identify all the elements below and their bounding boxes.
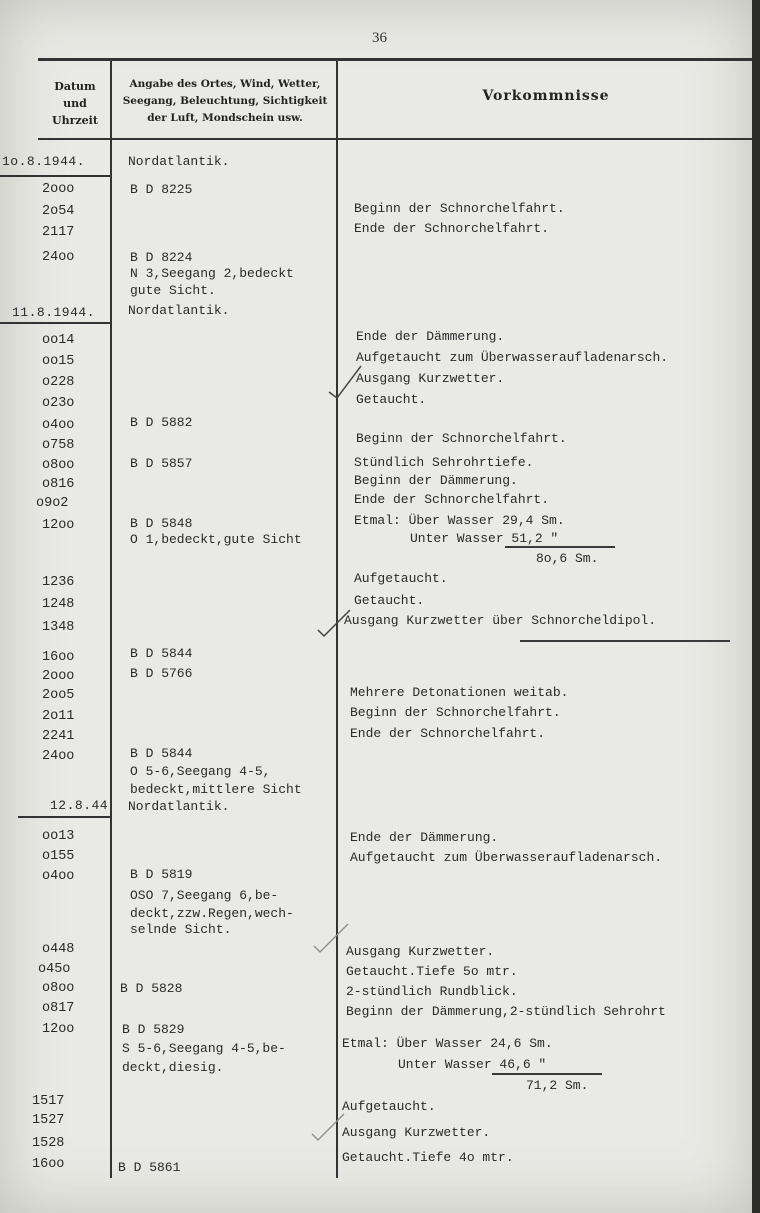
event-text: Beginn der Schnorchelfahrt. [356,431,567,446]
time-entry: o758 [42,438,75,453]
location-text: Nordatlantik. [128,154,230,169]
position-text: B D 8225 [130,182,193,197]
position-text: B D 5848 [130,516,193,531]
position-text: B D 5829 [122,1022,185,1037]
header-bottom-rule [38,138,752,140]
date-rule-1 [0,175,110,177]
location-text: Nordatlantik. [128,799,230,814]
time-entry: o8oo [42,458,75,473]
position-text: B D 5844 [130,646,193,661]
time-entry: 12oo [42,1022,75,1037]
event-text: 2-stündlich Rundblick. [346,984,518,999]
position-text: B D 5819 [130,867,193,882]
event-text: Stündlich Sehrohrtiefe. [354,455,534,470]
check-mark-icon [316,608,356,644]
time-entry: 12oo [42,518,75,533]
sum-underline [492,1073,602,1075]
page-number: 36 [372,30,387,46]
position-text: B D 5844 [130,746,193,761]
event-text: Ausgang Kurzwetter über Schnorcheldipol. [344,613,657,628]
time-entry: 2ooo [42,669,75,684]
weather-text: OSO 7,Seegang 6,be- [130,888,279,903]
etmal-text: Etmal: Über Wasser 24,6 Sm. [342,1036,553,1051]
date-rule-3 [18,816,110,818]
position-text: B D 8224 [130,250,193,265]
event-text: Aufgetaucht. [342,1099,436,1114]
time-entry: o817 [42,1001,75,1016]
event-text: Ende der Dämmerung. [350,830,499,845]
time-entry: 1517 [32,1094,65,1109]
event-text: Ende der Schnorchelfahrt. [354,221,550,236]
header-date-time: Datum und Uhrzeit [52,80,98,127]
time-entry: 1348 [42,620,75,635]
weather-text: O 5-6,Seegang 4-5, [130,764,271,779]
event-text: Beginn der Dämmerung,2-stündlich Sehrohrt [346,1004,666,1019]
time-entry: o228 [42,375,75,390]
event-text: Ausgang Kurzwetter. [356,371,505,386]
etmal-total: 71,2 Sm. [526,1078,589,1093]
time-entry: 2oo5 [42,688,75,703]
weather-text: S 5-6,Seegang 4-5,be- [122,1041,286,1056]
time-entry: 24oo [42,250,75,265]
position-text: B D 5882 [130,415,193,430]
weather-text: deckt,diesig. [122,1060,224,1075]
time-entry: 24oo [42,749,75,764]
event-text: Ende der Dämmerung. [356,329,505,344]
event-text: Ende der Schnorchelfahrt. [354,492,550,507]
weather-text: selnde Sicht. [130,922,232,937]
date-rule-2 [0,322,110,324]
event-text: Getaucht. [356,392,427,407]
weather-text: O 1,bedeckt,gute Sicht [130,532,302,547]
etmal-total: 8o,6 Sm. [536,551,599,566]
date-entry: 12.8.44 [50,798,109,813]
event-text: Getaucht. [354,593,425,608]
time-entry: oo13 [42,829,75,844]
event-text: Aufgetaucht zum Überwasseraufladenarsch. [356,350,669,365]
event-text: Beginn der Schnorchelfahrt. [350,705,561,720]
check-mark-icon [325,362,365,402]
etmal-text: Etmal: Über Wasser 29,4 Sm. [354,513,565,528]
date-entry: 11.8.1944. [12,305,96,320]
event-text: Ausgang Kurzwetter. [346,944,495,959]
event-underline [520,640,730,642]
event-text: Getaucht.Tiefe 5o mtr. [346,964,518,979]
event-text: Beginn der Schnorchelfahrt. [354,201,565,216]
time-entry: oo15 [42,354,75,369]
sum-underline [505,546,615,548]
weather-text: gute Sicht. [130,283,216,298]
time-entry: 2117 [42,225,75,240]
location-text: Nordatlantik. [128,303,230,318]
time-entry: o816 [42,477,75,492]
column-rule-1 [110,58,112,1178]
time-entry: o9o2 [36,496,69,511]
position-text: B D 5861 [118,1160,181,1175]
time-entry: 16oo [32,1157,65,1172]
time-entry: 2o11 [42,709,75,724]
time-entry: o45o [38,962,71,977]
time-entry: 2ooo [42,182,75,197]
time-entry: 1236 [42,575,75,590]
time-entry: 1527 [32,1113,65,1128]
event-text: Ausgang Kurzwetter. [342,1125,491,1140]
weather-text: N 3,Seegang 2,bedeckt [130,266,294,281]
time-entry: o448 [42,942,75,957]
check-mark-icon [310,1110,350,1146]
weather-text: bedeckt,mittlere Sicht [130,782,302,797]
event-text: Ende der Schnorchelfahrt. [350,726,546,741]
scan-edge [752,0,760,1213]
event-text: Aufgetaucht zum Überwasseraufladenarsch. [350,850,663,865]
position-text: B D 5828 [120,981,183,996]
weather-text: deckt,zzw.Regen,wech- [130,906,294,921]
time-entry: 1528 [32,1136,65,1151]
check-mark-icon [312,920,352,960]
time-entry: o4oo [42,869,75,884]
time-entry: oo14 [42,333,75,348]
header-location-weather: Angabe des Ortes, Wind, Wetter, Seegang, Beleuchtung, Sichtigkeit der Luft, Mondschein usw. [122,78,328,124]
position-text: B D 5857 [130,456,193,471]
position-text: B D 5766 [130,666,193,681]
header-occurrences: Vorkommnisse [482,88,610,104]
etmal-text: Unter Wasser 51,2 " [410,531,559,546]
date-entry: 1o.8.1944. [2,154,86,169]
time-entry: o23o [42,396,75,411]
etmal-text: Unter Wasser 46,6 " [398,1057,547,1072]
event-text: Mehrere Detonationen weitab. [350,685,569,700]
time-entry: o4oo [42,418,75,433]
time-entry: o155 [42,849,75,864]
time-entry: o8oo [42,981,75,996]
event-text: Getaucht.Tiefe 4o mtr. [342,1150,514,1165]
event-text: Aufgetaucht. [354,571,448,586]
time-entry: 2241 [42,729,75,744]
time-entry: 1248 [42,597,75,612]
event-text: Beginn der Dämmerung. [354,473,518,488]
time-entry: 2o54 [42,204,75,219]
time-entry: 16oo [42,650,75,665]
header-top-rule [38,58,752,61]
